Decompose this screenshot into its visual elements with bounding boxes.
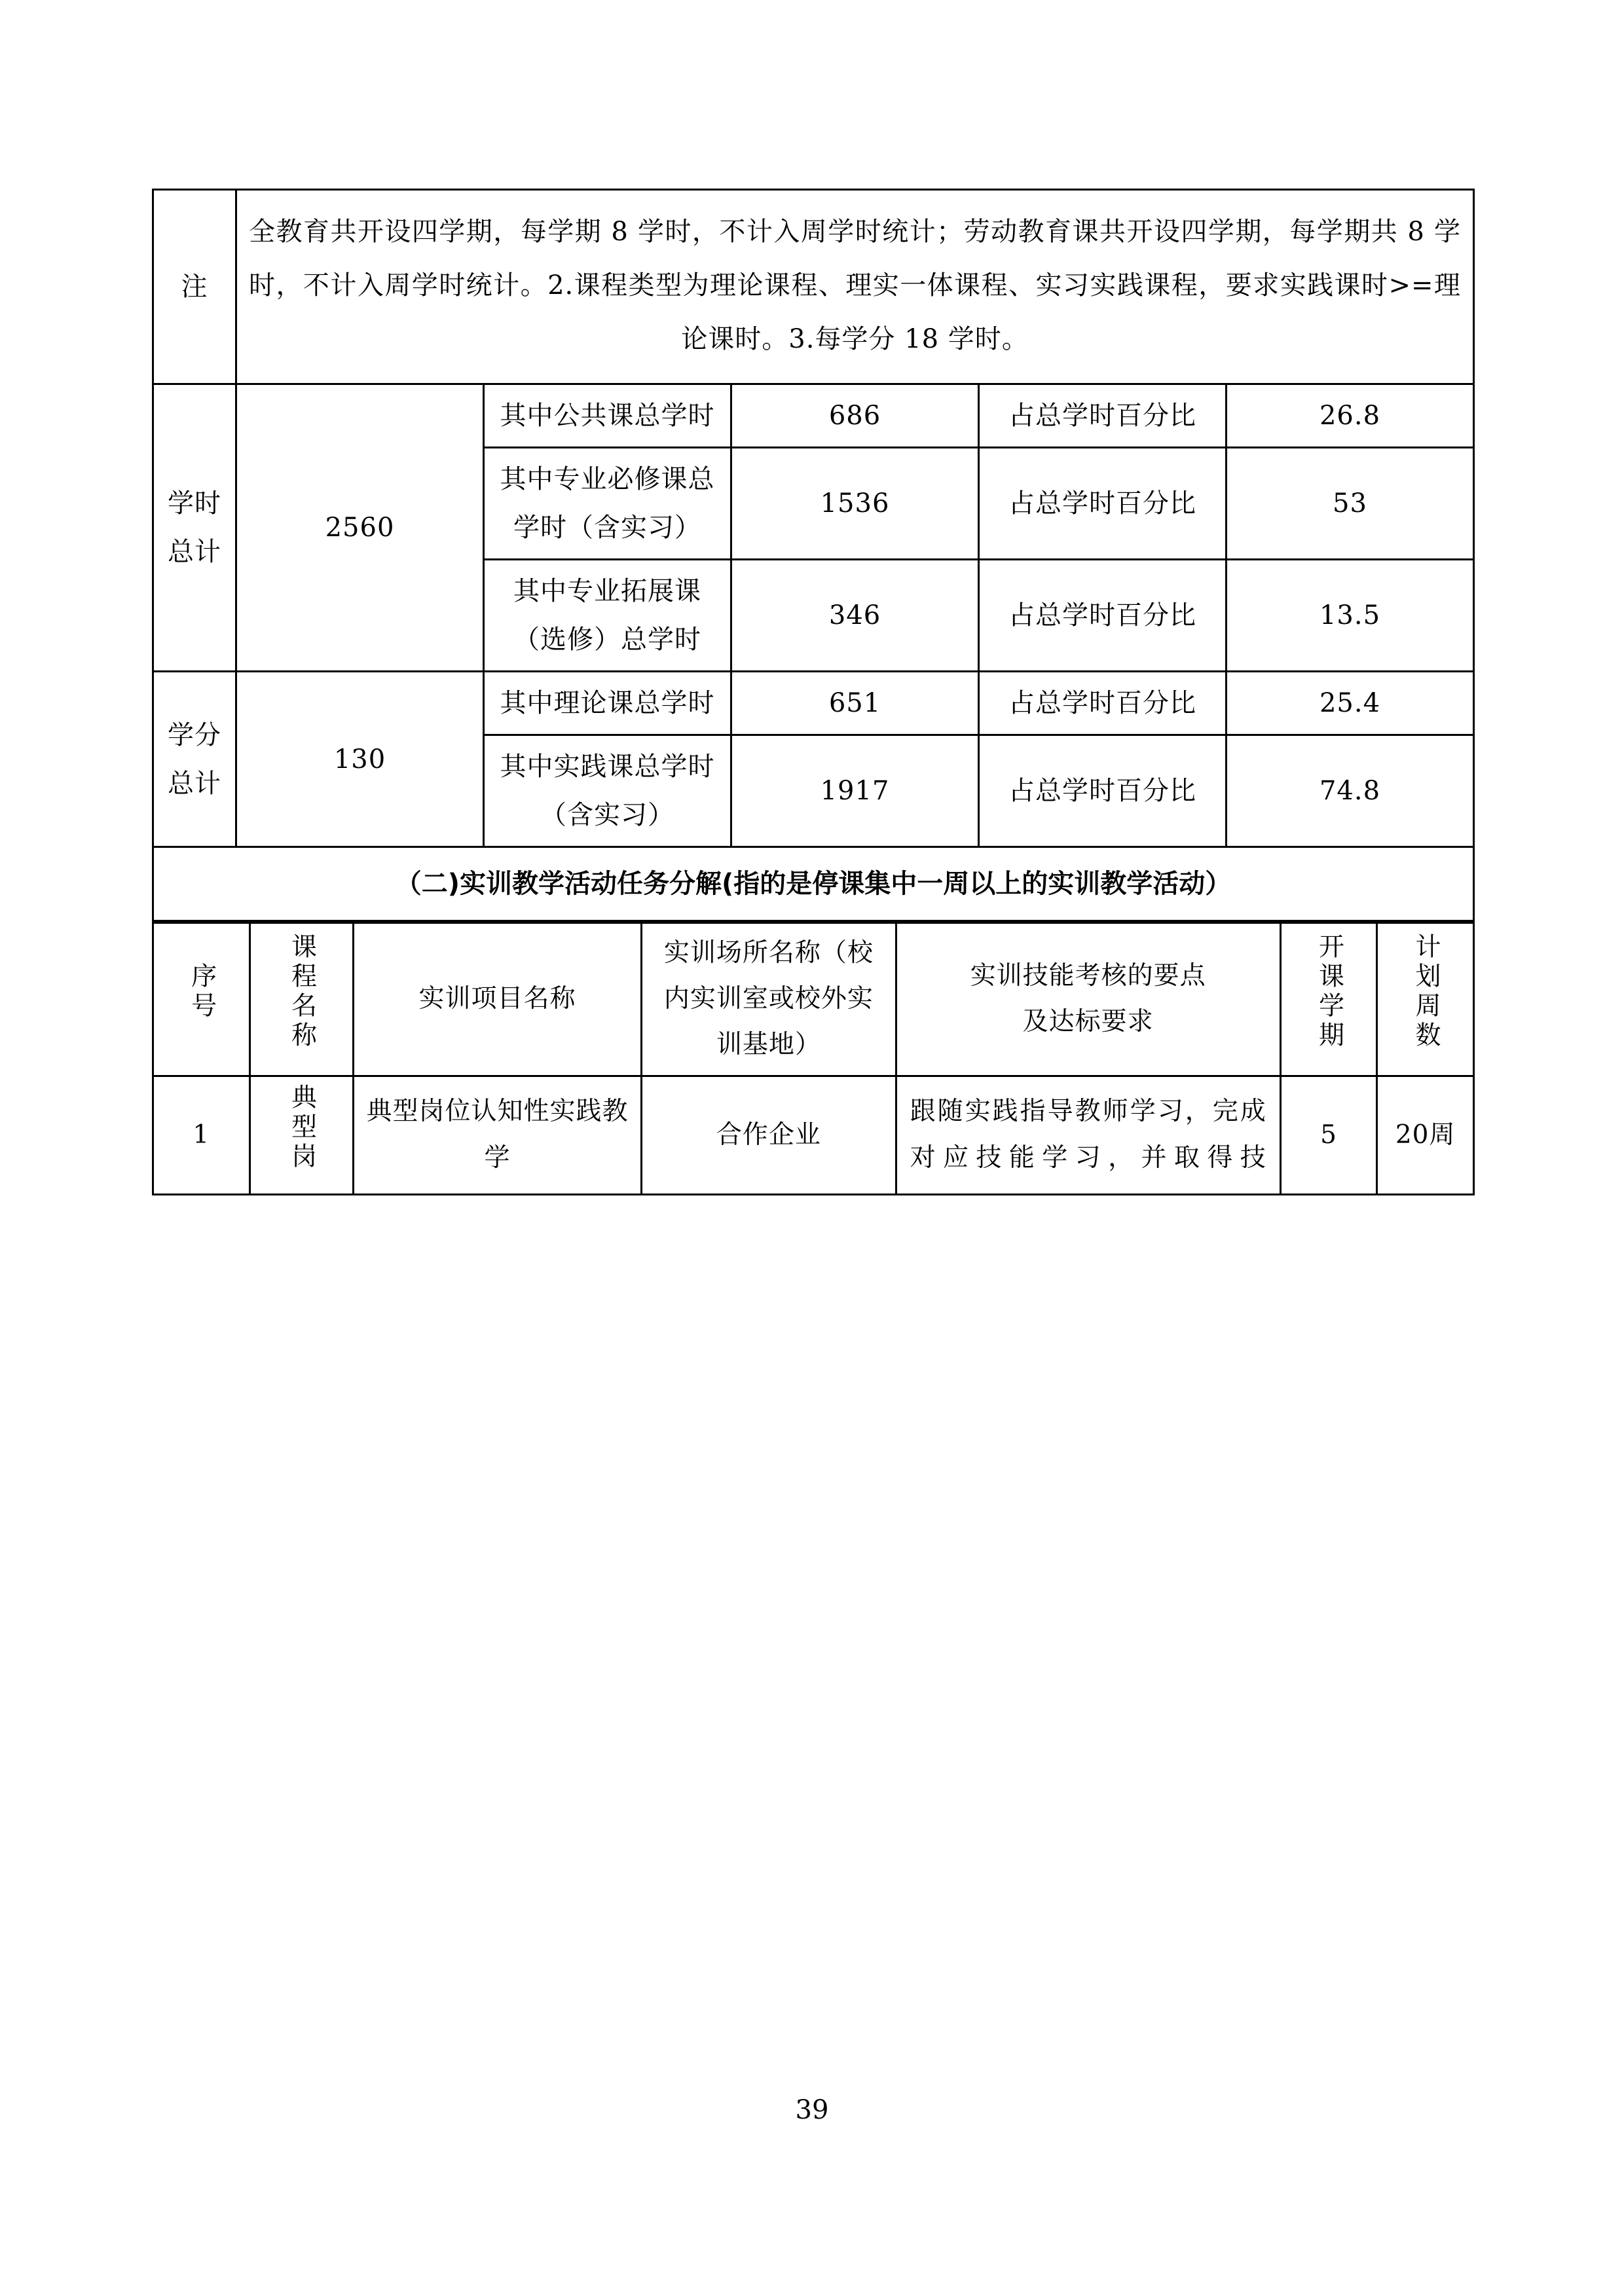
cell-course-name-label: 典型岗 [287,1083,317,1172]
training-header-row [153,923,1474,1076]
summary-percent-label: 占总学时百分比 [979,735,1227,847]
header-seq [153,923,250,1076]
summary-item-hours: 651 [731,672,979,735]
summary-item-percent: 25.4 [1227,672,1474,735]
header-place: 实训场所名称（校内实训室或校外实训基地） [642,923,896,1076]
note-text: 全教育共开设四学期，每学期 8 学时，不计入周学时统计；劳动教育课共开设四学期，每学期共 8 学时，不计入周学时统计。2.课程类型为理论课程、理实一体课程、实习实践课程，要求实践课时>=理论课时。3.每学分 18 学时。 [236,190,1474,384]
summary-item-hours: 1536 [731,448,979,560]
summary-item-hours: 1917 [731,735,979,847]
summary-item-hours: 346 [731,560,979,672]
summary-item-percent: 74.8 [1227,735,1474,847]
summary-item-percent: 53 [1227,448,1474,560]
summary-item-name: 其中专业拓展课（选修）总学时 [484,560,731,672]
summary-item-name: 其中公共课总学时 [484,384,731,448]
summary-percent-label: 占总学时百分比 [979,560,1227,672]
page-number: 39 [795,2095,829,2125]
summary-item-percent: 13.5 [1227,560,1474,672]
header-project-name: 实训项目名称 [353,923,642,1076]
cell-term: 5 [1280,1076,1377,1194]
total-hours-label: 学时总计 [153,384,236,672]
header-requirement: 实训技能考核的要点 及达标要求 [896,923,1280,1076]
cell-project-name: 典型岗位认知性实践教学 [353,1076,642,1194]
header-seq-label: 序号 [187,962,217,1021]
page-content [152,189,1475,1195]
cell-weeks: 20周 [1377,1076,1474,1194]
summary-percent-label: 占总学时百分比 [979,384,1227,448]
total-credits-value: 130 [236,672,484,847]
section-title-row [153,847,1474,921]
cell-requirement: 跟随实践指导教师学习，完成对应技能学习，并取得技 [896,1076,1280,1194]
header-course-name [249,923,353,1076]
summary-percent-label: 占总学时百分比 [979,672,1227,735]
header-course-name-label: 课程名称 [287,932,317,1051]
total-credits-label: 学分总计 [153,672,236,847]
section-title: （二)实训教学活动任务分解(指的是停课集中一周以上的实训教学活动） [153,847,1474,921]
table-row [153,1076,1474,1194]
summary-table [152,189,1475,922]
header-weeks [1377,923,1474,1076]
summary-item-hours: 686 [731,384,979,448]
summary-item-name: 其中理论课总学时 [484,672,731,735]
summary-item-name: 其中专业必修课总学时（含实习） [484,448,731,560]
summary-percent-label: 占总学时百分比 [979,448,1227,560]
training-table [152,922,1475,1195]
total-hours-value: 2560 [236,384,484,672]
summary-item-percent: 26.8 [1227,384,1474,448]
summary-item-name: 其中实践课总学时（含实习） [484,735,731,847]
header-weeks-label: 计划周数 [1411,932,1441,1051]
cell-place: 合作企业 [642,1076,896,1194]
header-term-label: 开课学期 [1314,932,1344,1051]
note-label: 注 [153,190,236,384]
summary-row-public-hours [153,384,1474,448]
cell-seq: 1 [153,1076,250,1194]
note-row [153,190,1474,384]
cell-course-name [249,1076,353,1194]
header-term [1280,923,1377,1076]
summary-row-theory-hours [153,672,1474,735]
